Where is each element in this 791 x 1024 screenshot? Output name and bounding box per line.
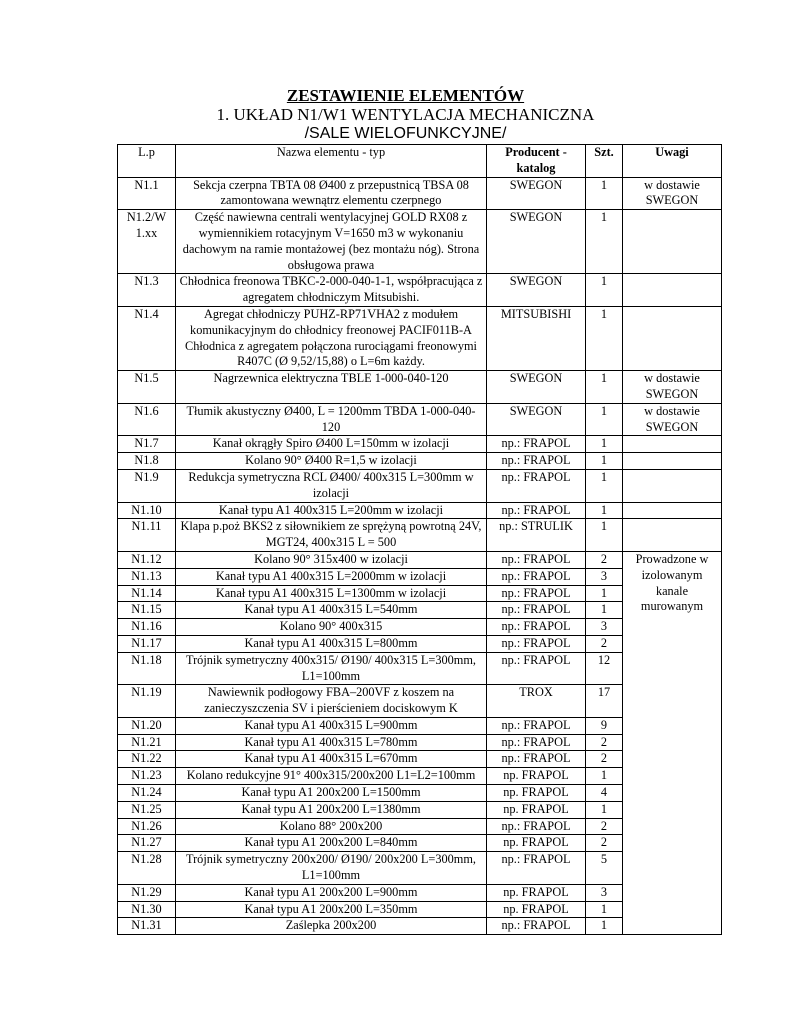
cell-qty: 9	[586, 717, 623, 734]
cell-name: Kanał okrągły Spiro Ø400 L=150mm w izolacji	[176, 436, 487, 453]
table-row	[118, 306, 722, 370]
cell-qty: 1	[586, 768, 623, 785]
cell-producer: np.: FRAPOL	[487, 852, 586, 885]
cell-producer: np. FRAPOL	[487, 901, 586, 918]
cell-lp: N1.12	[118, 551, 176, 568]
cell-lp: N1.28	[118, 852, 176, 885]
cell-lp: N1.4	[118, 306, 176, 370]
cell-lp: N1.21	[118, 734, 176, 751]
cell-lp: N1.26	[118, 818, 176, 835]
cell-name: Kanał typu A1 400x315 L=800mm	[176, 635, 487, 652]
cell-note	[623, 436, 722, 453]
column-header-producer: Producent - katalog	[487, 145, 586, 178]
cell-lp: N1.2/W 1.xx	[118, 210, 176, 274]
cell-lp: N1.25	[118, 801, 176, 818]
cell-name: Nawiewnik podłogowy FBA–200VF z koszem na zanieczyszczenia SV i pierścieniem dociskowym K	[176, 685, 487, 718]
cell-name: Kanał typu A1 200x200 L=840mm	[176, 835, 487, 852]
cell-qty: 3	[586, 568, 623, 585]
cell-name: Kanał typu A1 200x200 L=900mm	[176, 884, 487, 901]
cell-qty: 2	[586, 635, 623, 652]
cell-note: w dostawie SWEGON	[623, 177, 722, 210]
cell-qty: 1	[586, 371, 623, 404]
cell-qty: 4	[586, 785, 623, 802]
cell-name: Kolano 90° 400x315	[176, 619, 487, 636]
cell-name: Kolano 90° 315x400 w izolacji	[176, 551, 487, 568]
column-header-lp: L.p	[118, 145, 176, 178]
cell-note	[623, 210, 722, 274]
cell-qty: 2	[586, 835, 623, 852]
cell-lp: N1.10	[118, 502, 176, 519]
cell-qty: 1	[586, 469, 623, 502]
cell-producer: np. FRAPOL	[487, 785, 586, 802]
cell-qty: 1	[586, 801, 623, 818]
table-row	[118, 274, 722, 307]
cell-qty: 3	[586, 619, 623, 636]
cell-lp: N1.1	[118, 177, 176, 210]
cell-lp: N1.29	[118, 884, 176, 901]
cell-lp: N1.8	[118, 453, 176, 470]
document-header	[0, 86, 791, 143]
cell-note	[623, 306, 722, 370]
document-subtitle: 1. UKŁAD N1/W1 WENTYLACJA MECHANICZNA	[216, 105, 595, 124]
cell-name: Redukcja symetryczna RCL Ø400/ 400x315 L=300mm w izolacji	[176, 469, 487, 502]
cell-qty: 1	[586, 918, 623, 935]
cell-qty: 2	[586, 751, 623, 768]
cell-qty: 1	[586, 502, 623, 519]
cell-name: Sekcja czerpna TBTA 08 Ø400 z przepustnicą TBSA 08 zamontowana wewnątrz elementu czerpnego	[176, 177, 487, 210]
cell-name: Trójnik symetryczny 400x315/ Ø190/ 400x315 L=300mm, L1=100mm	[176, 652, 487, 685]
cell-lp: N1.3	[118, 274, 176, 307]
cell-qty: 1	[586, 177, 623, 210]
cell-note	[623, 502, 722, 519]
cell-note: w dostawie SWEGON	[623, 403, 722, 436]
table-row	[118, 403, 722, 436]
cell-lp: N1.23	[118, 768, 176, 785]
cell-lp: N1.18	[118, 652, 176, 685]
cell-lp: N1.13	[118, 568, 176, 585]
cell-qty: 12	[586, 652, 623, 685]
cell-qty: 1	[586, 519, 623, 552]
cell-name: Kanał typu A1 200x200 L=1380mm	[176, 801, 487, 818]
cell-producer: np.: FRAPOL	[487, 652, 586, 685]
cell-note-merged	[623, 551, 722, 934]
cell-producer: np.: STRULIK	[487, 519, 586, 552]
cell-lp: N1.19	[118, 685, 176, 718]
table-row	[118, 371, 722, 404]
cell-producer: np.: FRAPOL	[487, 918, 586, 935]
cell-qty: 1	[586, 585, 623, 602]
table-row	[118, 177, 722, 210]
table-row	[118, 210, 722, 274]
cell-qty: 5	[586, 852, 623, 885]
cell-name: Tłumik akustyczny Ø400, L = 1200mm TBDA 1-000-040-120	[176, 403, 487, 436]
cell-qty: 1	[586, 453, 623, 470]
cell-lp: N1.5	[118, 371, 176, 404]
cell-lp: N1.20	[118, 717, 176, 734]
cell-lp: N1.24	[118, 785, 176, 802]
cell-name: Kanał typu A1 400x315 L=900mm	[176, 717, 487, 734]
cell-qty: 1	[586, 602, 623, 619]
cell-producer: np.: FRAPOL	[487, 619, 586, 636]
cell-producer: np.: FRAPOL	[487, 436, 586, 453]
cell-producer: np.: FRAPOL	[487, 635, 586, 652]
cell-note	[623, 453, 722, 470]
cell-producer: np. FRAPOL	[487, 884, 586, 901]
cell-qty: 17	[586, 685, 623, 718]
cell-name: Część nawiewna centrali wentylacyjnej GOLD RX08 z wymiennikiem rotacyjnym V=1650 m3 w wykonaniu dachowym na ramie montażowej (bez montażu nóg). Strona obsługowa prawa	[176, 210, 487, 274]
cell-producer: np. FRAPOL	[487, 801, 586, 818]
cell-producer: np.: FRAPOL	[487, 602, 586, 619]
cell-name: Kanał typu A1 400x315 L=1300mm w izolacji	[176, 585, 487, 602]
cell-name: Kanał typu A1 200x200 L=1500mm	[176, 785, 487, 802]
cell-qty: 1	[586, 436, 623, 453]
cell-producer: TROX	[487, 685, 586, 718]
cell-producer: np.: FRAPOL	[487, 585, 586, 602]
column-header-name: Nazwa elementu - typ	[176, 145, 487, 178]
cell-qty: 1	[586, 210, 623, 274]
cell-producer: np.: FRAPOL	[487, 751, 586, 768]
cell-lp: N1.30	[118, 901, 176, 918]
cell-producer: SWEGON	[487, 177, 586, 210]
cell-name: Kanał typu A1 200x200 L=350mm	[176, 901, 487, 918]
cell-producer: np.: FRAPOL	[487, 551, 586, 568]
cell-lp: N1.31	[118, 918, 176, 935]
cell-producer: np.: FRAPOL	[487, 568, 586, 585]
document-section-label: /SALE WIELOFUNKCYJNE/	[304, 125, 507, 142]
merged-note-text: Prowadzone w izolowanym kanale murowanym	[635, 551, 709, 614]
cell-name: Nagrzewnica elektryczna TBLE 1-000-040-120	[176, 371, 487, 404]
cell-lp: N1.11	[118, 519, 176, 552]
cell-note: w dostawie SWEGON	[623, 371, 722, 404]
table-header-row	[118, 145, 722, 178]
cell-name: Kanał typu A1 400x315 L=540mm	[176, 602, 487, 619]
cell-name: Trójnik symetryczny 200x200/ Ø190/ 200x200 L=300mm, L1=100mm	[176, 852, 487, 885]
cell-producer: SWEGON	[487, 210, 586, 274]
cell-lp: N1.22	[118, 751, 176, 768]
cell-producer: SWEGON	[487, 274, 586, 307]
column-header-qty: Szt.	[586, 145, 623, 178]
cell-name: Chłodnica freonowa TBKC-2-000-040-1-1, współpracująca z agregatem chłodniczym Mitsubishi.	[176, 274, 487, 307]
cell-name: Kolano 88° 200x200	[176, 818, 487, 835]
table-row	[118, 453, 722, 470]
table-row	[118, 436, 722, 453]
cell-name: Kolano 90° Ø400 R=1,5 w izolacji	[176, 453, 487, 470]
cell-name: Kanał typu A1 400x315 L=200mm w izolacji	[176, 502, 487, 519]
table-row	[118, 502, 722, 519]
elements-table	[117, 144, 722, 935]
cell-qty: 3	[586, 884, 623, 901]
table-row	[118, 551, 722, 568]
cell-producer: np.: FRAPOL	[487, 502, 586, 519]
cell-name: Kanał typu A1 400x315 L=2000mm w izolacji	[176, 568, 487, 585]
cell-producer: np. FRAPOL	[487, 768, 586, 785]
cell-qty: 2	[586, 551, 623, 568]
column-header-notes: Uwagi	[623, 145, 722, 178]
cell-producer: np.: FRAPOL	[487, 453, 586, 470]
cell-qty: 1	[586, 901, 623, 918]
cell-producer: np.: FRAPOL	[487, 717, 586, 734]
cell-name: Zaślepka 200x200	[176, 918, 487, 935]
cell-lp: N1.6	[118, 403, 176, 436]
cell-note	[623, 519, 722, 552]
cell-producer: MITSUBISHI	[487, 306, 586, 370]
cell-producer: np. FRAPOL	[487, 835, 586, 852]
cell-qty: 1	[586, 306, 623, 370]
cell-note	[623, 274, 722, 307]
cell-name: Agregat chłodniczy PUHZ-RP71VHA2 z modułem komunikacyjnym do chłodnicy freonowej PACIF011B-A Chłodnica z agregatem połączona rurociągami freonowymi R407C (Ø 9,52/15,88) o L=6m każdy.	[176, 306, 487, 370]
cell-qty: 1	[586, 274, 623, 307]
cell-producer: np.: FRAPOL	[487, 818, 586, 835]
cell-lp: N1.16	[118, 619, 176, 636]
cell-lp: N1.15	[118, 602, 176, 619]
cell-name: Kanał typu A1 400x315 L=670mm	[176, 751, 487, 768]
cell-qty: 1	[586, 403, 623, 436]
table-row	[118, 469, 722, 502]
cell-producer: SWEGON	[487, 371, 586, 404]
cell-lp: N1.17	[118, 635, 176, 652]
cell-producer: SWEGON	[487, 403, 586, 436]
cell-producer: np.: FRAPOL	[487, 469, 586, 502]
cell-lp: N1.14	[118, 585, 176, 602]
cell-lp: N1.7	[118, 436, 176, 453]
cell-name: Kanał typu A1 400x315 L=780mm	[176, 734, 487, 751]
table-body	[118, 177, 722, 935]
cell-note	[623, 469, 722, 502]
cell-lp: N1.27	[118, 835, 176, 852]
cell-producer: np.: FRAPOL	[487, 734, 586, 751]
cell-name: Klapa p.poż BKS2 z siłownikiem ze sprężyną powrotną 24V, MGT24, 400x315 L = 500	[176, 519, 487, 552]
document-title: ZESTAWIENIE ELEMENTÓW	[286, 86, 525, 105]
cell-qty: 2	[586, 734, 623, 751]
cell-qty: 2	[586, 818, 623, 835]
table-row	[118, 519, 722, 552]
cell-lp: N1.9	[118, 469, 176, 502]
cell-name: Kolano redukcyjne 91° 400x315/200x200 L1=L2=100mm	[176, 768, 487, 785]
